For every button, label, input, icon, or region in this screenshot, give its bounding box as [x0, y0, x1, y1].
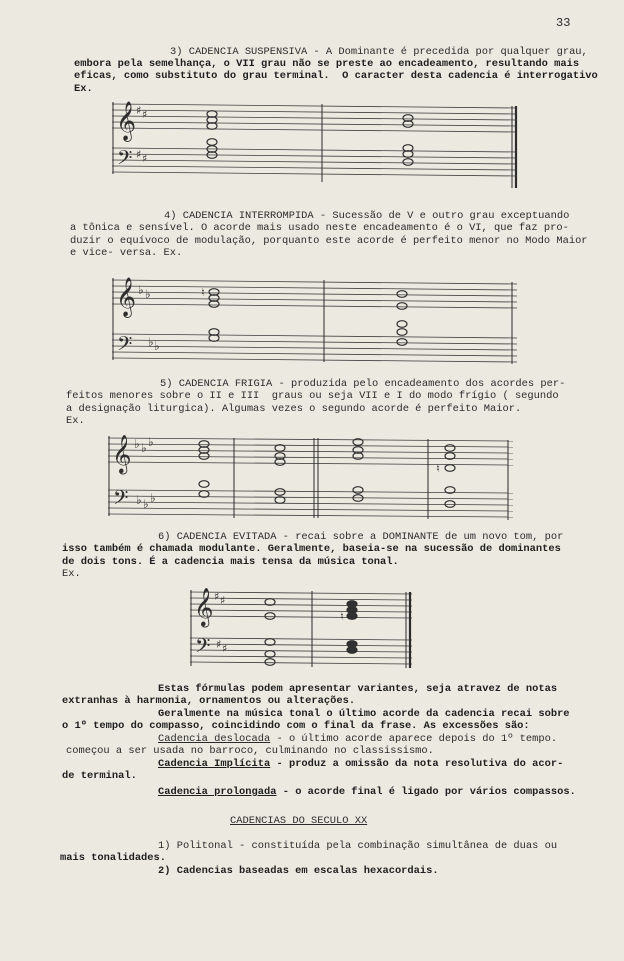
sharp-icon: ♯ [136, 104, 142, 117]
section-3-ex: Ex. [74, 83, 93, 95]
section-6-line-2: isso também é chamada modulante. Geralmente, baseia-se na sucessão de dominantes [62, 543, 561, 555]
prolongada-text: - o acorde final é ligado por vários compassos. [276, 786, 576, 798]
section-4-line-2: a tônica e sensível. O acorde mais usado neste encadeamento é o VI, que faz pro- [70, 222, 569, 234]
bass-clef-icon: 𝄢 [195, 634, 211, 662]
seculo-item-1: 1) Politonal - constituída pela combinação simultânea de duas ou [158, 840, 558, 852]
page-number: 33 [556, 16, 571, 30]
deslocada-text: - o último acorde aparece depois do 1º tempo. [270, 733, 558, 745]
sharp-icon: ♯ [216, 638, 222, 651]
section-5-heading: 5) CADENCIA FRIGIA [160, 378, 273, 390]
section-5-line-3: a designação liturgica). Algumas vezes o segundo acorde é perfeito Maior. [66, 403, 522, 415]
implicita-text: - produz a omissão da nota resolutiva do acor- [270, 758, 564, 770]
bass-staff [112, 148, 517, 176]
flat-icon: ♭ [150, 491, 156, 505]
section-5-line-2: feitos menores sobre o II e III graus ou seja VII e I do modo frígio ( segundo [66, 390, 559, 402]
prolongada-term: Cadencia prolongada [158, 786, 277, 798]
prolongada-line [158, 786, 576, 798]
chord-4 [445, 445, 455, 508]
treble-clef-icon: 𝄞 [194, 587, 214, 626]
sharp-icon: ♯ [136, 148, 142, 161]
chord-1 [199, 441, 209, 498]
section-3-line-2: embora pela semelhança, o VII grau não se preste ao encadeamento, resultando mais [74, 58, 580, 70]
section-4-line-1 [164, 210, 569, 222]
section-4-line-4: e vice- versa. Ex. [70, 247, 183, 259]
flat-icon: ♭ [148, 435, 154, 449]
treble-clef-icon: 𝄞 [116, 101, 137, 141]
para-line-2: extranhas à harmonia, ornamentos ou alterações. [62, 695, 356, 707]
natural-icon: ♮ [436, 462, 440, 475]
chord-2 [403, 115, 413, 166]
chord-2 [347, 601, 357, 654]
flat-icon: ♭ [154, 339, 160, 353]
natural-icon: ♮ [201, 286, 205, 299]
section-6-text: - recai sobre a DOMINANTE de um novo tom, por [276, 531, 564, 543]
section-3-heading: 3) CADENCIA SUSPENSIVA [170, 46, 308, 58]
bass-clef-icon: 𝄢 [113, 486, 129, 514]
chord-1 [265, 599, 275, 666]
section-3-line-1 [170, 46, 588, 58]
flat-icon: ♭ [138, 283, 144, 297]
section-6-line-1 [158, 531, 563, 543]
section-5-line-4: Ex. [66, 415, 85, 427]
seculo-item-1-cont: mais tonalidades. [60, 852, 167, 864]
para-line-1: Estas fórmulas podem apresentar variantes, seja atravez de notas [158, 683, 558, 695]
flat-icon: ♭ [145, 287, 151, 301]
section-4-heading: 4) CADENCIA INTERROMPIDA [164, 210, 314, 222]
implicita-line-2: de terminal. [62, 770, 137, 782]
music-example-4 [112, 270, 522, 370]
treble-clef-icon: 𝄞 [116, 277, 137, 317]
bass-clef-icon: 𝄢 [117, 146, 133, 174]
flat-icon: ♭ [143, 497, 149, 511]
deslocada-line-2: começou a ser usada no barroco, culminando no classissismo. [66, 745, 434, 757]
implicita-term: Cadencia Implícita [158, 758, 271, 770]
chord-2 [275, 445, 285, 504]
section-6-line-3: de dois tons. É a cadencia mais tensa da música tonal. [62, 556, 399, 568]
para-line-4: o 1º tempo do compasso, coincidindo com o final da frase. As excessões são: [62, 720, 530, 732]
music-example-3 [112, 92, 522, 192]
flat-icon: ♭ [136, 493, 142, 507]
natural-icon: ♮ [340, 610, 344, 623]
chord-1 [207, 111, 217, 159]
sharp-icon: ♯ [142, 108, 148, 121]
music-example-5 [108, 428, 518, 524]
section-5-line-1 [160, 378, 565, 390]
flat-icon: ♭ [141, 441, 147, 455]
flat-icon: ♭ [134, 437, 140, 451]
section-4-line-3: duzir o equívoco de modulação, porquanto este acorde é perfeito menor no Modo Maior [70, 235, 588, 247]
treble-clef-icon: 𝄞 [112, 434, 132, 473]
section-5-text: - produzida pelo encadeamento dos acordes per- [272, 378, 566, 390]
sharp-icon: ♯ [214, 590, 220, 603]
bass-clef-icon: 𝄢 [117, 332, 133, 360]
section-6-line-4: Ex. [62, 568, 81, 580]
seculo-item-2: 2) Cadencias baseadas em escalas hexacordais. [158, 865, 439, 877]
chord-1 [209, 289, 219, 342]
deslocada-line [158, 733, 557, 745]
flat-icon: ♭ [148, 335, 154, 349]
sharp-icon: ♯ [222, 642, 228, 655]
sharp-icon: ♯ [142, 152, 148, 165]
section-6-heading: 6) CADENCIA EVITADA [158, 531, 277, 543]
music-example-6 [190, 582, 415, 678]
deslocada-term: Cadencia deslocada [158, 733, 271, 745]
implicita-line [158, 758, 563, 770]
para-line-3: Geralmente na música tonal o último acorde da cadencia recai sobre [158, 708, 570, 720]
sharp-icon: ♯ [220, 594, 226, 607]
treble-staff [112, 104, 517, 132]
section-4-text: - Sucessão de V e outro grau exceptuando [313, 210, 570, 222]
section-3-text: - A Dominante é precedida por qualquer grau, [307, 46, 588, 58]
section-3-line-3: eficas, como substituto do grau terminal. O caracter desta cadencia é interrogativo [74, 70, 598, 82]
section-seculo-xx-title: CADENCIAS DO SECULO XX [230, 815, 368, 827]
